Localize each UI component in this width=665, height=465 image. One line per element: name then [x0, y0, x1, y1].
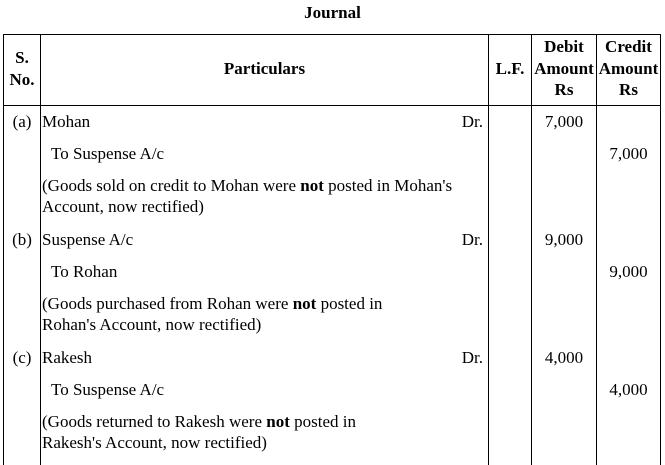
- header-particulars: [41, 35, 488, 105]
- header-credit-line: Credit: [605, 37, 652, 57]
- header-credit-line: Rs: [619, 80, 638, 100]
- narration-text: (Goods returned to Rakesh were: [42, 412, 267, 431]
- dr-marker: Dr.: [461, 230, 483, 249]
- credit-amount: 9,000: [609, 262, 648, 281]
- narration-line: [42, 196, 488, 217]
- credit-account: To Rohan: [51, 262, 118, 281]
- debit-line: [0, 224, 665, 256]
- narration-text: posted in Mohan's: [323, 176, 453, 195]
- debit-account: Suspense A/c: [42, 230, 134, 249]
- header-sn-line: No.: [9, 69, 35, 89]
- journal-entry: [0, 224, 665, 342]
- header-lf: [489, 35, 531, 105]
- header-debit-line: Debit: [544, 37, 584, 57]
- narration-emphasis: not: [292, 294, 317, 313]
- narration-emphasis: not: [300, 176, 324, 195]
- narration-line: [42, 293, 488, 314]
- debit-amount: 9,000: [544, 230, 584, 249]
- narration-line: [42, 411, 488, 432]
- debit-line: [0, 342, 665, 374]
- debit-line: [0, 106, 665, 138]
- narration: [41, 411, 488, 453]
- narration-text: Account, now rectified): [42, 197, 204, 216]
- debit-particulars: [41, 224, 488, 256]
- header-credit-amount: [597, 35, 660, 105]
- narration-text: (Goods sold on credit to Mohan were: [42, 176, 301, 195]
- credit-amount: 7,000: [609, 144, 648, 163]
- entry-sn: (c): [12, 348, 32, 367]
- credit-line: [0, 138, 665, 170]
- header-debit-line: Rs: [554, 80, 574, 100]
- narration-row: [0, 288, 665, 342]
- credit-account: To Suspense A/c: [51, 144, 165, 163]
- narration-line: [42, 314, 488, 335]
- debit-particulars: [41, 106, 488, 138]
- header-sn-line: S.: [15, 48, 29, 67]
- debit-amount: 7,000: [544, 112, 584, 131]
- narration-text: posted in: [316, 294, 383, 313]
- narration-text: Rohan's Account, now rectified): [42, 315, 262, 334]
- header-sn: [4, 35, 40, 105]
- narration-text: (Goods purchased from Rohan were: [42, 294, 293, 313]
- entry-sn: (a): [12, 112, 32, 131]
- narration-line: [42, 432, 488, 453]
- journal-title: Journal: [304, 3, 361, 22]
- narration-row: [0, 406, 665, 460]
- header-credit-line: Amount: [598, 58, 659, 78]
- journal-entry: [0, 106, 665, 224]
- narration-emphasis: not: [266, 412, 290, 431]
- header-lf-label: L.F.: [495, 58, 525, 78]
- header-particulars-label: Particulars: [223, 58, 306, 78]
- debit-account: Rakesh: [42, 348, 93, 367]
- credit-line: [0, 374, 665, 406]
- debit-particulars: [41, 342, 488, 374]
- narration-row: [0, 170, 665, 224]
- dr-marker: Dr.: [461, 112, 483, 131]
- dr-marker: Dr.: [461, 348, 483, 367]
- header-debit-line: Amount: [534, 58, 594, 78]
- credit-line: [0, 256, 665, 288]
- narration: [41, 175, 488, 217]
- credit-amount: 4,000: [609, 380, 648, 399]
- narration-text: Rakesh's Account, now rectified): [42, 433, 267, 452]
- credit-account: To Suspense A/c: [51, 380, 165, 399]
- narration: [41, 293, 488, 335]
- journal-entry: [0, 342, 665, 460]
- debit-account: Mohan: [42, 112, 91, 131]
- header-debit-amount: [532, 35, 596, 105]
- narration-text: posted in: [289, 412, 356, 431]
- debit-amount: 4,000: [544, 348, 584, 367]
- entry-sn: (b): [12, 230, 32, 249]
- narration-line: [42, 175, 488, 196]
